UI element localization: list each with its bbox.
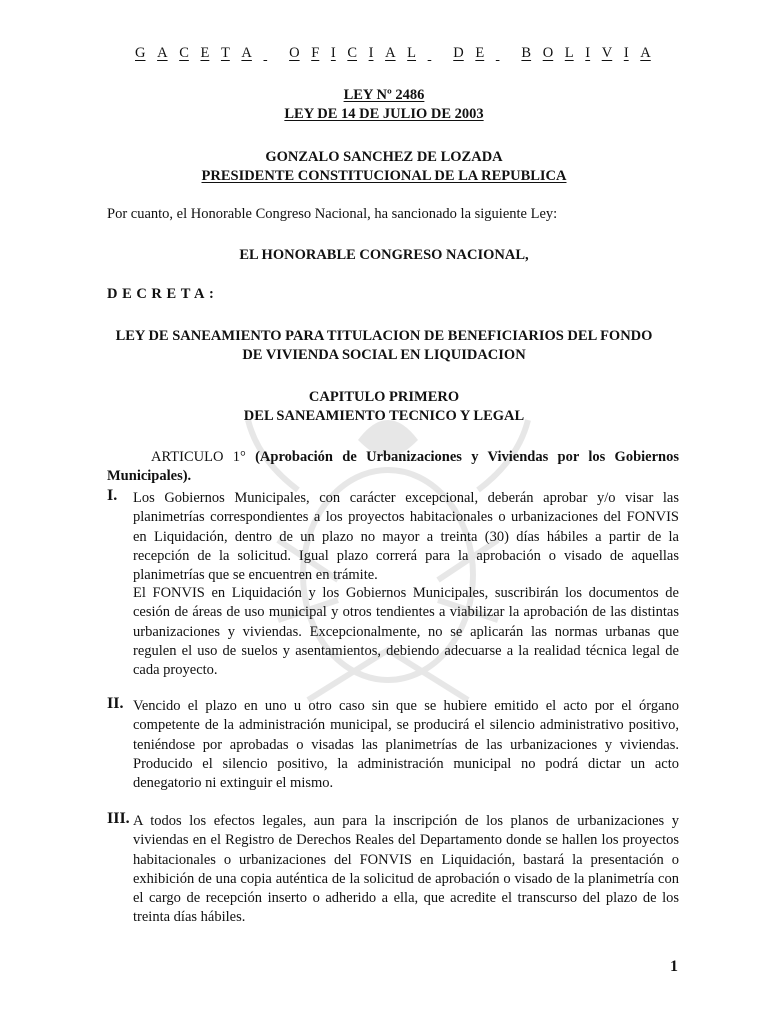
chapter-heading: CAPITULO PRIMERO: [308, 389, 460, 405]
paragraph-i-2: El FONVIS en Liquidación y los Gobiernos Municipales, suscribirán los documentos de cesión de áreas de uso municipal y otros tendientes a viabilizar la aprobación de las distintas urbanizaciones y viviendas. Excepcionalmente, no se aplicarán las normas urbanas que regulen el uso de suelos y asentamientos, debiendo adecuarse a la realidad técnica legal de cada proyecto.: [133, 585, 679, 679]
numeral-ii: II.: [107, 695, 124, 712]
gazette-letter: I: [623, 45, 629, 61]
numeral-i: I.: [107, 487, 118, 504]
law-title-line-2: DE VIVIENDA SOCIAL EN LIQUIDACION: [242, 347, 526, 363]
gazette-letter: C: [347, 45, 358, 61]
law-title-line-1: LEY DE SANEAMIENTO PARA TITULACION DE BENEFICIARIOS DEL FONDO: [115, 328, 653, 344]
gazette-gap: [264, 45, 278, 62]
gazette-header: [135, 45, 651, 62]
gazette-letter: A: [241, 45, 252, 61]
gazette-gap: [428, 45, 442, 62]
gazette-letter: O: [542, 45, 554, 61]
gazette-letter: T: [220, 45, 230, 61]
gazette-letter: F: [311, 45, 320, 61]
law-date: LEY DE 14 DE JULIO DE 2003: [284, 106, 484, 122]
gazette-letter: I: [330, 45, 336, 61]
gazette-letter: L: [564, 45, 574, 61]
gazette-letter: V: [601, 45, 613, 61]
intro-text: Por cuanto, el Honorable Congreso Nacional, ha sancionado la siguiente Ley:: [107, 206, 558, 222]
gazette-letter: C: [179, 45, 189, 61]
page-number: 1: [670, 958, 678, 975]
gazette-letter: E: [475, 45, 485, 61]
article-heading: [107, 448, 679, 486]
paragraph-iii: A todos los efectos legales, aun para la inscripción de los planos de urbanizaciones y viviendas en el Registro de Derechos Reales del Departamento donde se hallen los proyectos habitacionales o urbanizaciones del FONVIS en Liquidación, bastará la presentación o exhibición de una copia auténtica de la solicitud de aprobación o visado de la planimetría con el cargo de recepción inserto o adherido a ella, que acredite el transcurso del plazo de los treinta días hábiles.: [133, 813, 679, 926]
paragraph-i-1: Los Gobiernos Municipales, con carácter excepcional, deberán aprobar y/o visar las planimetrías correspondientes a los proyectos habitacionales o urbanizaciones del FONVIS en Liquidación, dentro de un plazo no mayor a treinta (30) días hábiles a partir de la recepción de la solicitud. Igual plazo correrá para la aprobación o visado de aquellas planimetrías que se encuentren en trámite.: [133, 490, 679, 584]
president-name: GONZALO SANCHEZ DE LOZADA: [265, 149, 503, 165]
chapter-title: DEL SANEAMIENTO TECNICO Y LEGAL: [243, 408, 525, 424]
gazette-letter: I: [585, 45, 591, 61]
article-title: (Aprobación de Urbanizaciones y Viviendas por los Gobiernos Municipales).: [107, 449, 679, 484]
gazette-letter: B: [521, 45, 532, 61]
president-title: PRESIDENTE CONSTITUCIONAL DE LA REPUBLICA: [201, 168, 567, 184]
gazette-letter: A: [640, 45, 651, 61]
gazette-letter: A: [385, 45, 396, 61]
gazette-gap: [496, 45, 510, 62]
gazette-letter: E: [200, 45, 210, 61]
gazette-letter: A: [157, 45, 168, 61]
paragraph-ii: Vencido el plazo en uno u otro caso sin que se hubiere emitido el acto por el órgano competente de la administración municipal, se producirá el silencio administrativo positivo, teniéndose por aprobadas o visadas las planimetrías de las urbanizaciones y viviendas. Producido el silencio positivo, la administración municipal no podrá dictar un acto denegatorio ni extinguir el mismo.: [133, 698, 679, 792]
gazette-letter: O: [289, 45, 300, 61]
law-number: LEY Nº 2486: [343, 87, 425, 103]
decreta-heading: DECRETA:: [107, 286, 219, 302]
gazette-letter: I: [368, 45, 374, 61]
numeral-iii: III.: [107, 810, 130, 827]
gazette-letter: D: [453, 45, 464, 61]
gazette-letter: G: [135, 45, 146, 61]
congress-heading: EL HONORABLE CONGRESO NACIONAL,: [239, 247, 529, 263]
gazette-letter: L: [407, 45, 417, 61]
article-label: ARTICULO 1°: [151, 449, 246, 465]
